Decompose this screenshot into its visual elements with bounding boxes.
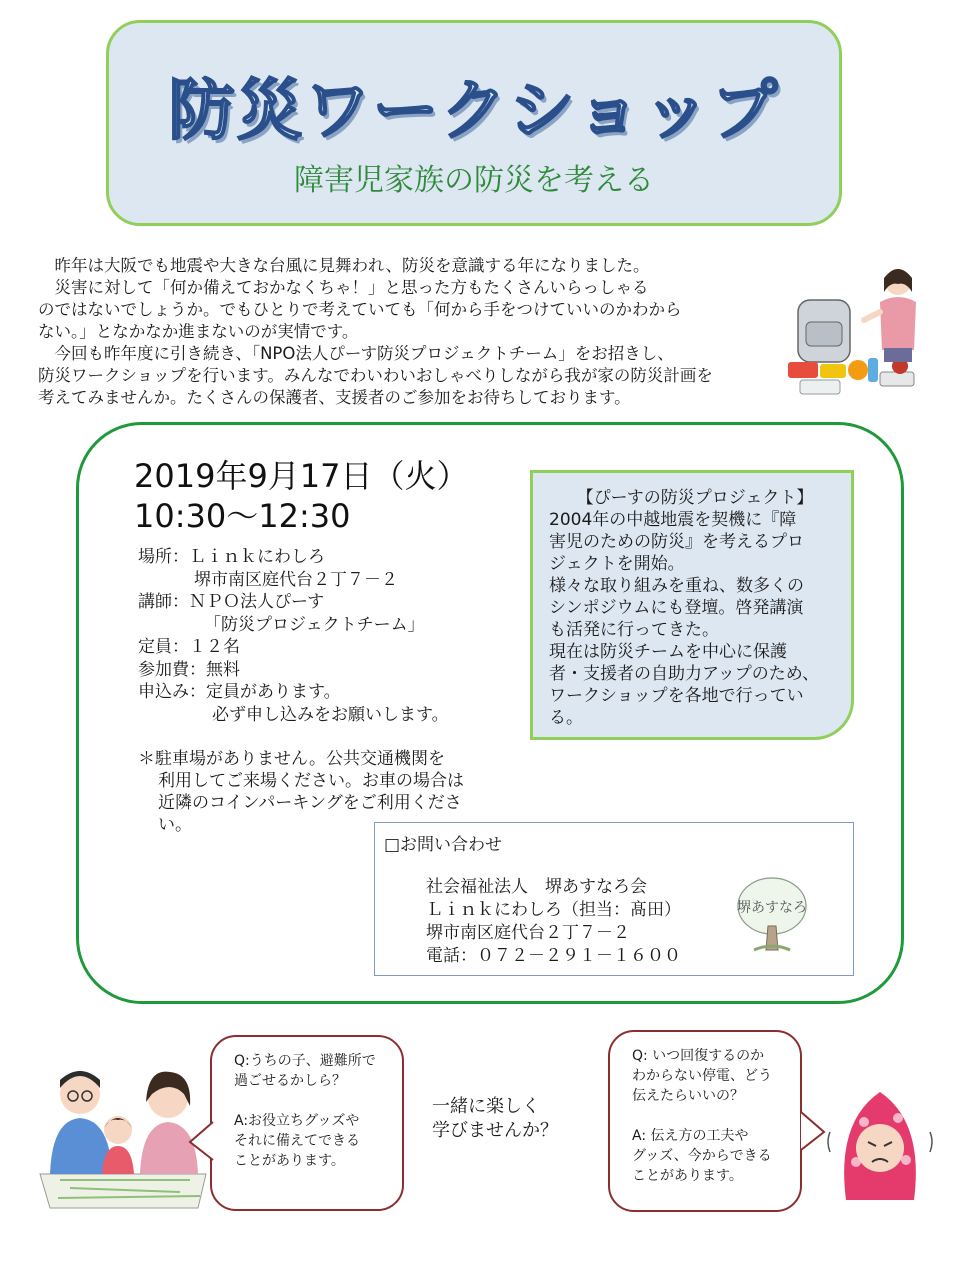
project-line: ワークショップを各地で行ってい <box>549 686 804 706</box>
bubble-question-line: Q:うちの子、避難所で <box>234 1053 376 1069</box>
detail-lecturer-team: 「防災プロジェクトチーム」 <box>204 614 425 635</box>
contact-details <box>426 876 681 968</box>
page-subtitle: 障害児家族の防災を考える <box>294 163 654 198</box>
parking-line: 利用してご来場ください。お車の場合は <box>158 771 464 791</box>
intro-line: 考えてみませんか。たくさんの保護者、支援者のご参加をお待ちしております。 <box>38 388 631 407</box>
event-time: 10:30～12:30 <box>134 497 351 535</box>
project-title: 【ぴーすの防災プロジェクト】 <box>576 488 814 508</box>
project-line: シンポジウムにも登壇。啓発講演 <box>549 598 804 618</box>
detail-address: 堺市南区庭代台２丁７－２ <box>194 569 398 590</box>
intro-line: 今回も昨年度に引き続き、「NPO法人ぴーす防災プロジェクトチーム」をお招きし、 <box>38 344 674 363</box>
project-line: 害児のための防災』を考えるプロ <box>549 532 804 552</box>
emergency-supplies-illustration <box>780 262 930 412</box>
center-line: 学びませんか？ <box>432 1120 558 1141</box>
asunaro-logo <box>730 870 814 954</box>
project-line: ジェクトを開始。 <box>549 554 685 574</box>
speech-bubble-right <box>608 1030 802 1212</box>
contact-address: 堺市南区庭代台２丁７－２ <box>426 923 630 943</box>
parking-line: 近隣のコインパーキングをご利用くださ <box>158 793 462 813</box>
parking-line: ＊駐車場がありません。公共交通機関を <box>138 749 446 769</box>
bubble-question-line: わからない停電、どう <box>632 1068 772 1084</box>
detail-venue: 場所：Ｌｉｎｋにわしろ <box>138 547 325 567</box>
bubble-tail-right <box>800 1110 826 1154</box>
bubble-answer-line: グッズ、今からできる <box>632 1148 772 1164</box>
speech-bubble-left <box>210 1035 404 1211</box>
bubble-answer-line: A:お役立ちグッズや <box>234 1113 360 1129</box>
detail-capacity: 定員：１２名 <box>138 637 240 657</box>
bubble-answer-line: A: 伝え方の工夫や <box>632 1128 749 1144</box>
project-line: 2004年の中越地震を契機に『障 <box>549 510 797 530</box>
header-banner <box>106 20 842 226</box>
center-message <box>432 1095 558 1143</box>
project-line: 現在は防災チームを中心に保護 <box>549 642 787 662</box>
intro-line: 災害に対して「何か備えておかなくちゃ！」と思った方もたくさんいらっしゃる <box>38 278 649 297</box>
page-title: 防災ワークショップ <box>168 72 780 149</box>
project-line: る。 <box>549 708 583 728</box>
intro-line: 防災ワークショップを行います。みんなでわいわいおしゃべりしながら我が家の防災計画を <box>38 366 713 385</box>
bubble-question-line: 過ごせるかしら？ <box>234 1073 346 1089</box>
intro-line: 昨年は大阪でも地震や大きな台風に見舞われ、防災を意識する年になりました。 <box>38 256 650 275</box>
bubble-answer-line: ことがあります。 <box>632 1168 743 1184</box>
detail-application: 申込み：定員があります。 <box>138 682 341 702</box>
worried-woman-illustration <box>826 1082 936 1202</box>
intro-line: ない。」となかなか進まないのが実情です。 <box>38 322 359 341</box>
logo-lettering: 堺あすなろ <box>737 900 807 916</box>
bubble-question-line: 伝えたらいいの？ <box>632 1088 744 1104</box>
parking-line: い。 <box>158 815 192 835</box>
bubble-answer-line: ことがあります。 <box>234 1153 345 1169</box>
contact-heading: □お問い合わせ <box>384 835 503 855</box>
event-datetime <box>134 456 469 536</box>
bubble-answer-line: それに備えてできる <box>234 1133 360 1149</box>
intro-paragraph <box>38 255 773 409</box>
contact-facility: Ｌｉｎｋにわしろ（担当：髙田） <box>426 900 681 920</box>
bubble-question-line: Q: いつ回復するのか <box>632 1048 765 1064</box>
project-info-card <box>530 470 854 740</box>
bubble-tail-left <box>188 1120 214 1164</box>
project-line: も活発に行ってきた。 <box>549 620 719 640</box>
project-line: 者・支援者の自助力アップのため、 <box>549 664 820 684</box>
detail-fee: 参加費：無料 <box>138 659 240 680</box>
detail-application-note: 必ず申し込みをお願いします。 <box>212 704 449 725</box>
center-line: 一緒に楽しく <box>432 1096 540 1117</box>
contact-organization: 社会福祉法人 堺あすなろ会 <box>426 877 647 897</box>
intro-line: のではないでしょうか。でもひとりで考えていても「何から手をつけていいのかわから <box>38 300 682 319</box>
contact-phone: 電話：０７２－２９１－１６００ <box>426 946 681 966</box>
event-date: 2019年9月17日（火） <box>134 457 469 495</box>
project-line: 様々な取り組みを重ね、数多くの <box>549 576 804 596</box>
detail-lecturer: 講師：ＮＰＯ法人ぴーす <box>138 592 325 612</box>
event-details <box>138 546 449 726</box>
